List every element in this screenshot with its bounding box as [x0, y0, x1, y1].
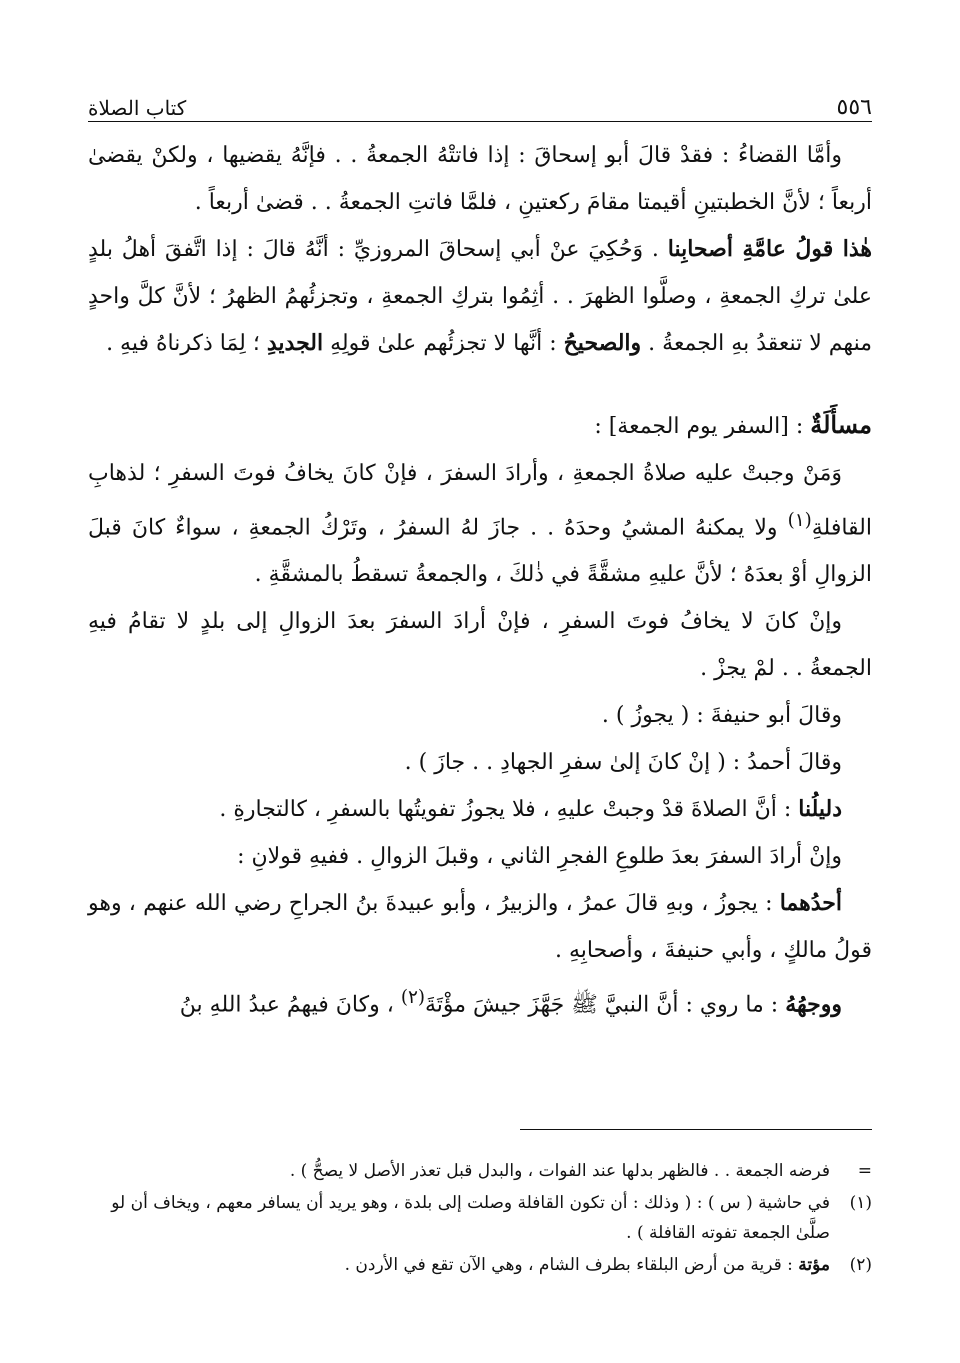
paragraph-text: وقالَ أحمدُ : ( إنْ كانَ إلىٰ سفرِ الجهادِ . . جازَ ) .: [404, 750, 842, 776]
paragraph: [88, 739, 872, 786]
footnote-term: مؤتة: [798, 1255, 830, 1275]
footnote-text: [88, 1250, 830, 1280]
paragraph-text: وأمَّا القضاءُ : فقدْ قالَ أبو إسحاقَ : إذا فاتتْهُ الجمعةُ . . فإنَّهُ يقضيها ، ولكنْ يقضىٰ أربعاً ؛ لأنَّ الخطبتينِ أقيمتا مقامَ ركعتينِ ، فلمَّا فاتتِ الجمعةُ . . قضىٰ أربعاً .: [88, 143, 872, 215]
paragraph: [88, 786, 872, 833]
main-text: [88, 132, 872, 1029]
paragraph: [88, 974, 872, 1028]
header-rule: [88, 121, 872, 122]
book-title: كتاب الصلاة: [88, 96, 187, 120]
footnote-text: فرضه الجمعة . . فالظهر بدلها عند الفوات ، والبدل قبل تعذر الأصل لا يصحُّ ) .: [289, 1161, 830, 1181]
footnote-number: (١): [849, 1193, 872, 1213]
paragraph: [88, 226, 872, 367]
heading-title: : [السفر يوم الجمعة] :: [594, 414, 811, 439]
footnote-definition: : قرية من أرض البلقاء بطرف الشام ، وهي الآن تقع في الأردن .: [344, 1255, 799, 1275]
paragraph-text: : يجوزُ ، وبهِ قالَ عمرُ ، والزبيرُ ، وأبو عبيدةَ بنُ الجراحِ رضي الله عنهم ، وهو قولُ مالكٍ ، وأبي حنيفةَ ، وأصحابِهِ .: [88, 891, 872, 964]
footnote: [88, 1188, 872, 1248]
footnote-marker: (٢): [400, 987, 425, 1009]
paragraph-text: : أنَّ الصلاةَ قدْ وجبتْ عليهِ ، فلا يجوزُ تفويتُها بالسفرِ ، كالتجارةِ .: [219, 797, 799, 823]
paragraph-text: ، وكانَ فيهمُ عبدُ اللهِ بنُ: [179, 992, 401, 1018]
paragraph-text: ولا يمكنهُ المشيُ وحدَهُ . . جازَ لهُ السفرُ ، وتَرْكُ الجمعةِ ، سواءٌ كانَ قبلَ الزوالِ أوْ بعدَهُ ؛ لأنَّ عليهِ مشقَّةً في ذٰلكَ ، والجمعةُ تسقطُ بالمشقَّةِ .: [88, 515, 872, 588]
footnote-marker: (١): [787, 510, 812, 531]
heading-label: مسأَلَةٌ: [810, 410, 872, 439]
paragraph-text: : ما روي : أنَّ النبيَّ ﷺ جَهَّزَ جيشَ مؤْتَةَ: [424, 992, 786, 1018]
paragraph-text: . وَحُكِيَ عنْ أبي إسحاقَ المروزيِّ : أنَّهُ قالَ : إذا اتَّفقَ أهلُ بلدٍ علىٰ تركِ الجمعةِ ، وصلَّوا الظهرَ . . أثِمُوا بتركِ الجمعةِ ، وتجزئُهمُ الظهرُ ؛ لأنَّ كلَّ واحدٍ منهم لا تنعقدُ بهِ الجمعةُ .: [88, 237, 872, 356]
bold-phrase: أحدُهما: [779, 890, 842, 917]
section-heading: [88, 401, 872, 450]
footnote-rule: [520, 1129, 872, 1130]
paragraph: [88, 450, 872, 598]
paragraph: [88, 598, 872, 692]
section-gap: [88, 367, 872, 401]
bold-phrase: دليلُنا: [798, 796, 842, 823]
footnote-number: =: [857, 1161, 872, 1181]
footnote-text: في حاشية ( س ) : ( وذلك : أن تكون القافلة وصلت إلى بلدة ، وهو يريد أن يسافر معهم ، ويخاف أن لو صلَّىٰ الجمعة تفوته القافلة ) .: [111, 1193, 830, 1243]
paragraph: [88, 880, 872, 974]
page-number: ٥٥٦: [836, 95, 872, 120]
bold-phrase: الجديدِ: [266, 330, 324, 356]
footnote-number: (٢): [849, 1255, 872, 1275]
paragraph: [88, 132, 872, 226]
footnote: [88, 1250, 872, 1280]
paragraph-text: : أنَّها لا تجزئُهم علىٰ قولِهِ: [323, 331, 564, 356]
paragraph-text: وإنْ أرادَ السفرَ بعدَ طلوعِ الفجرِ الثاني ، وقبلَ الزوالِ . ففيهِ قولانِ :: [237, 844, 842, 870]
paragraph: [88, 692, 872, 739]
footnote: [88, 1156, 872, 1186]
paragraph-text: ؛ لِمَا ذكرناهُ فيهِ .: [106, 331, 267, 356]
paragraph-text: وإنْ كانَ لا يخافُ فوتَ السفرِ ، فإنْ أرادَ السفرَ بعدَ الزوالِ إلى بلدٍ لا تقامُ فيهِ الجمعةُ . . لمْ يجزْ .: [88, 609, 872, 682]
bold-phrase: هٰذا قولُ عامَّةِ أصحابِنا: [667, 236, 872, 262]
bold-phrase: ووجهُهُ: [785, 991, 842, 1018]
page-header: [88, 84, 872, 120]
paragraph: [88, 833, 872, 880]
paragraph-text: وَمَنْ وجبتْ عليه صلاةُ الجمعةِ ، وأرادَ السفرَ ، فإنْ كانَ يخافُ فوتَ السفرِ ؛ لذهابِ القافلةِ: [88, 461, 872, 541]
paragraph-text: وقالَ أبو حنيفةَ : ( يجوزُ ) .: [601, 703, 842, 729]
bold-phrase: والصحيحُ: [563, 330, 642, 356]
footnotes: [88, 1156, 872, 1282]
